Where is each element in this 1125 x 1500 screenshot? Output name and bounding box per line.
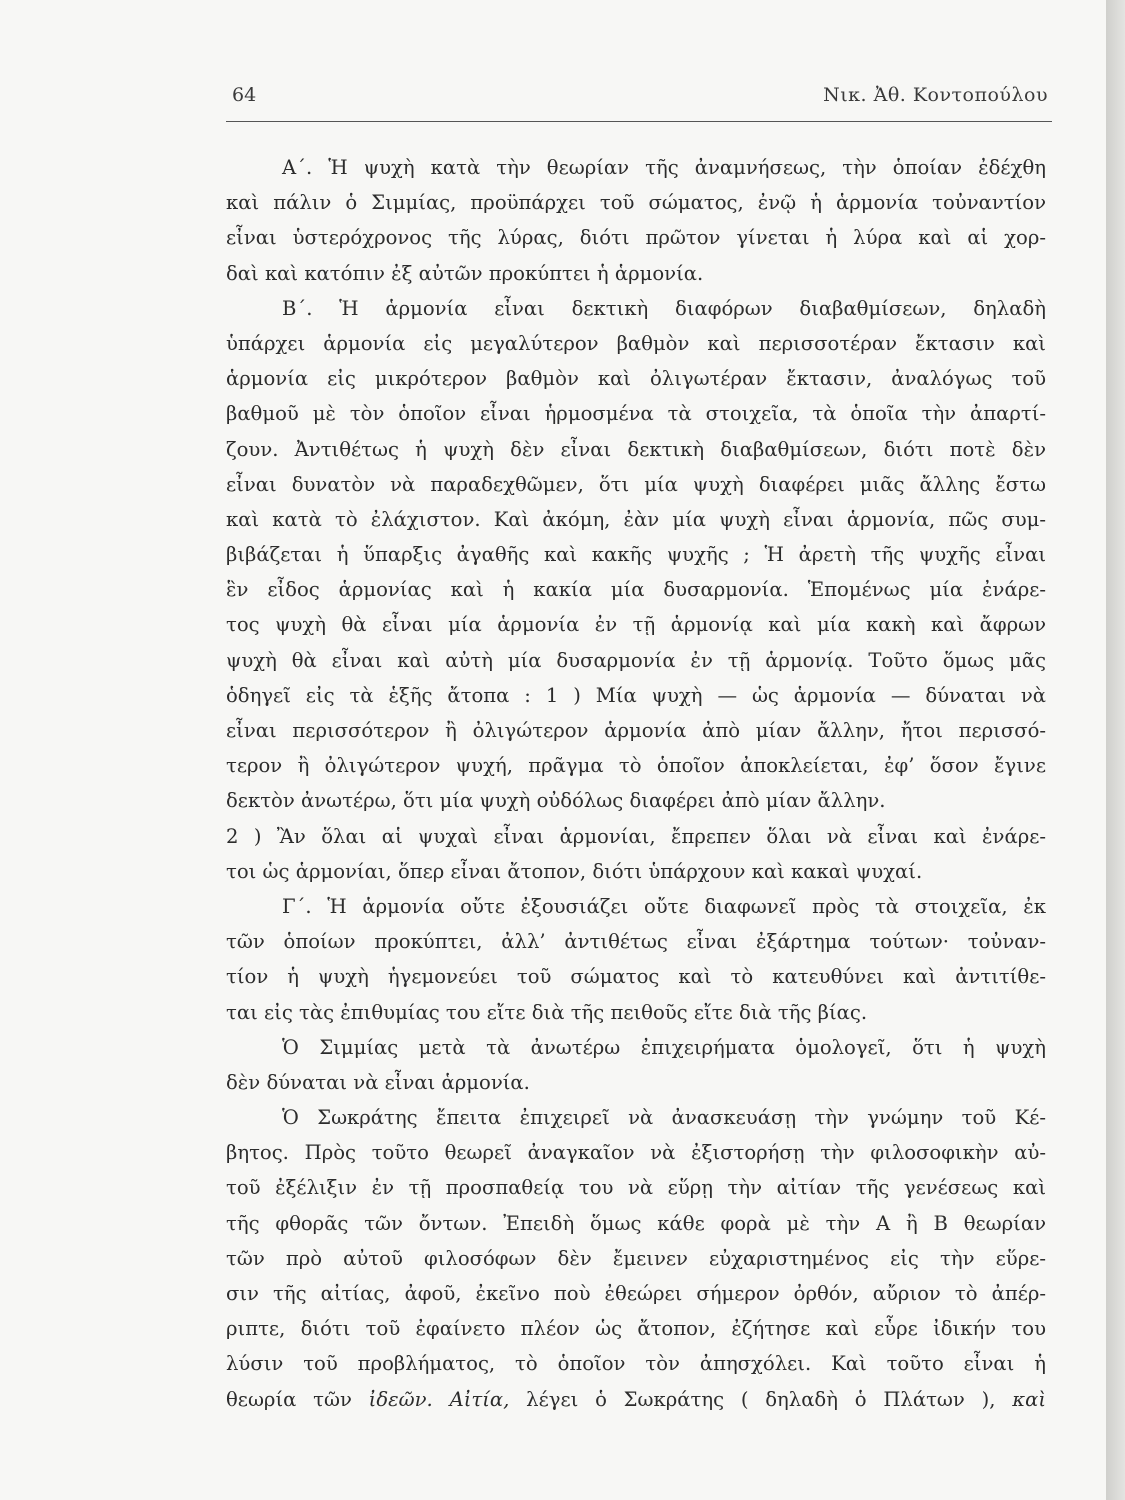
text-line: ζουν. Ἀντιθέτως ἡ ψυχὴ δὲν εἶναι δεκτικὴ διαβαθμίσεων, διότι ποτὲ δὲν xyxy=(226,437,1046,461)
text-line: ἓν εἶδος ἁρμονίας καὶ ἡ κακία μία δυσαρμονία. Ἑπομένως μία ἐνάρε- xyxy=(226,578,1046,602)
text-line: εἶναι περισσότερον ἢ ὀλιγώτερον ἁρμονία ἀπὸ μίαν ἄλλην, ἤτοι περισσό- xyxy=(226,719,1046,742)
text-line: τοῦ ἐξέλιξιν ἐν τῇ προσπαθείᾳ του νὰ εὕρῃ τὴν αἰτίαν τῆς γενέσεως καὶ xyxy=(226,1176,1046,1200)
text-line: λύσιν τοῦ προβλήματος, τὸ ὁποῖον τὸν ἀπησχόλει. Καὶ τοῦτο εἶναι ἡ xyxy=(226,1352,1046,1376)
text-line: καὶ κατὰ τὸ ἐλάχιστον. Καὶ ἀκόμη, ἐὰν μία ψυχὴ εἶναι ἁρμονία, πῶς συμ- xyxy=(226,507,1046,531)
text-line: ψυχὴ θὰ εἶναι καὶ αὐτὴ μία δυσαρμονία ἐν τῇ ἁρμονίᾳ. Τοῦτο ὅμως μᾶς xyxy=(226,648,1046,672)
text-run: θεωρία τῶν xyxy=(226,1387,369,1411)
text-line: βαθμοῦ μὲ τὸν ὁποῖον εἶναι ἡρμοσμένα τὰ στοιχεῖα, τὰ ὁποῖα τὴν ἀπαρτί- xyxy=(226,402,1046,426)
text-line: εἶναι ὑστερόχρονος τῆς λύρας, διότι πρῶτον γίνεται ἡ λύρα καὶ αἱ χορ- xyxy=(226,226,1046,250)
text-run: λέγει ὁ Σωκράτης ( δηλαδὴ ὁ Πλάτων ), xyxy=(509,1387,1013,1411)
text-line: ται εἰς τὰς ἐπιθυμίας του εἴτε διὰ τῆς πειθοῦς εἴτε διὰ τῆς βίας. xyxy=(226,1000,868,1024)
body-text xyxy=(226,150,1046,1417)
text-line: τῆς φθορᾶς τῶν ὄντων. Ἐπειδὴ ὅμως κάθε φορὰ μὲ τὴν Α ἢ Β θεωρίαν xyxy=(226,1211,1046,1235)
text-line: τίον ἡ ψυχὴ ἡγεμονεύει τοῦ σώματος καὶ τὸ κατευθύνει καὶ ἀντιτίθε- xyxy=(226,965,1046,989)
text-line: τοι ὡς ἁρμονίαι, ὅπερ εἶναι ἄτοπον, διότι ὑπάρχουν καὶ κακαὶ ψυχαί. xyxy=(226,859,923,883)
text-line: ὁδηγεῖ εἰς τὰ ἑξῆς ἄτοπα : 1 ) Μία ψυχὴ — ὡς ἁρμονία — δύναται νὰ xyxy=(226,683,1046,707)
text-line: σιν τῆς αἰτίας, ἀφοῦ, ἐκεῖνο ποὺ ἐθεώρει σήμερον ὀρθόν, αὔριον τὸ ἀπέρ- xyxy=(226,1282,1046,1305)
text-line: τος ψυχὴ θὰ εἶναι μία ἁρμονία ἐν τῇ ἁρμονίᾳ καὶ μία κακὴ καὶ ἄφρων xyxy=(226,613,1046,637)
text-line: Ὁ Σιμμίας μετὰ τὰ ἀνωτέρω ἐπιχειρήματα ὁμολογεῖ, ὅτι ἡ ψυχὴ xyxy=(282,1035,1046,1059)
running-head: Νικ. Ἀθ. Κοντοπούλου xyxy=(823,84,1048,106)
text-line-last xyxy=(226,1382,1046,1417)
page-number: 64 xyxy=(232,84,257,106)
text-line: τῶν πρὸ αὐτοῦ φιλοσόφων δὲν ἔμεινεν εὐχαριστημένος εἰς τὴν εὕρε- xyxy=(226,1246,1046,1270)
text-line: Ὁ Σωκράτης ἔπειτα ἐπιχειρεῖ νὰ ἀνασκευάσῃ τὴν γνώμην τοῦ Κέ- xyxy=(282,1106,1046,1130)
text-line: τῶν ὁποίων προκύπτει, ἀλλ’ ἀντιθέτως εἶναι ἐξάρτημα τούτων· τοὐναν- xyxy=(226,930,1046,954)
text-line: Β΄. Ἡ ἁρμονία εἶναι δεκτικὴ διαφόρων διαβαθμίσεων, δηλαδὴ xyxy=(282,296,1046,320)
text-line: ὑπάρχει ἁρμονία εἰς μεγαλύτερον βαθμὸν καὶ περισσοτέραν ἔκτασιν καὶ xyxy=(226,331,1046,355)
text-line: δαὶ καὶ κατόπιν ἐξ αὐτῶν προκύπτει ἡ ἁρμονία. xyxy=(226,261,704,285)
text-line: Γ΄. Ἡ ἁρμονία οὔτε ἐξουσιάζει οὔτε διαφωνεῖ πρὸς τὰ στοιχεῖα, ἐκ xyxy=(282,894,1046,918)
text-line: βιβάζεται ἡ ὕπαρξις ἀγαθῆς καὶ κακῆς ψυχῆς ; Ἡ ἀρετὴ τῆς ψυχῆς εἶναι xyxy=(226,543,1046,567)
text-run-italic: ἰδεῶν. Αἰτία, xyxy=(368,1387,510,1411)
text-line: ἁρμονία εἰς μικρότερον βαθμὸν καὶ ὀλιγωτέραν ἔκτασιν, ἀναλόγως τοῦ xyxy=(226,367,1046,391)
page-edge xyxy=(1106,0,1125,1500)
text-line: Α΄. Ἡ ψυχὴ κατὰ τὴν θεωρίαν τῆς ἀναμνήσεως, τὴν ὁποίαν ἐδέχθη xyxy=(282,156,1046,179)
text-line: τερον ἢ ὀλιγώτερον ψυχή, πρᾶγμα τὸ ὁποῖον ἀποκλείεται, ἐφ’ ὅσον ἔγινε xyxy=(226,754,1046,778)
page-header xyxy=(232,84,1048,114)
text-line: καὶ πάλιν ὁ Σιμμίας, προϋπάρχει τοῦ σώματος, ἐνῷ ἡ ἁρμονία τοὐναντίον xyxy=(226,191,1046,215)
text-line: ριπτε, διότι τοῦ ἐφαίνετο πλέον ὡς ἄτοπον, ἐζήτησε καὶ εὗρε ἰδικήν του xyxy=(226,1317,1046,1341)
header-rule xyxy=(226,121,1052,122)
text-line: δεκτὸν ἀνωτέρω, ὅτι μία ψυχὴ οὐδόλως διαφέρει ἀπὸ μίαν ἄλλην. xyxy=(226,789,886,813)
text-line: βητος. Πρὸς τοῦτο θεωρεῖ ἀναγκαῖον νὰ ἐξιστορήσῃ τὴν φιλοσοφικὴν αὐ- xyxy=(226,1141,1046,1165)
text-line: 2 ) Ἂν ὅλαι αἱ ψυχαὶ εἶναι ἁρμονίαι, ἔπρεπεν ὅλαι νὰ εἶναι καὶ ἐνάρε- xyxy=(226,824,1046,848)
text-line: εἶναι δυνατὸν νὰ παραδεχθῶμεν, ὅτι μία ψυχὴ διαφέρει μιᾶς ἄλλης ἔστω xyxy=(226,472,1046,496)
text-line: δὲν δύναται νὰ εἶναι ἁρμονία. xyxy=(226,1070,530,1094)
text-run-italic: καὶ xyxy=(1012,1387,1046,1411)
